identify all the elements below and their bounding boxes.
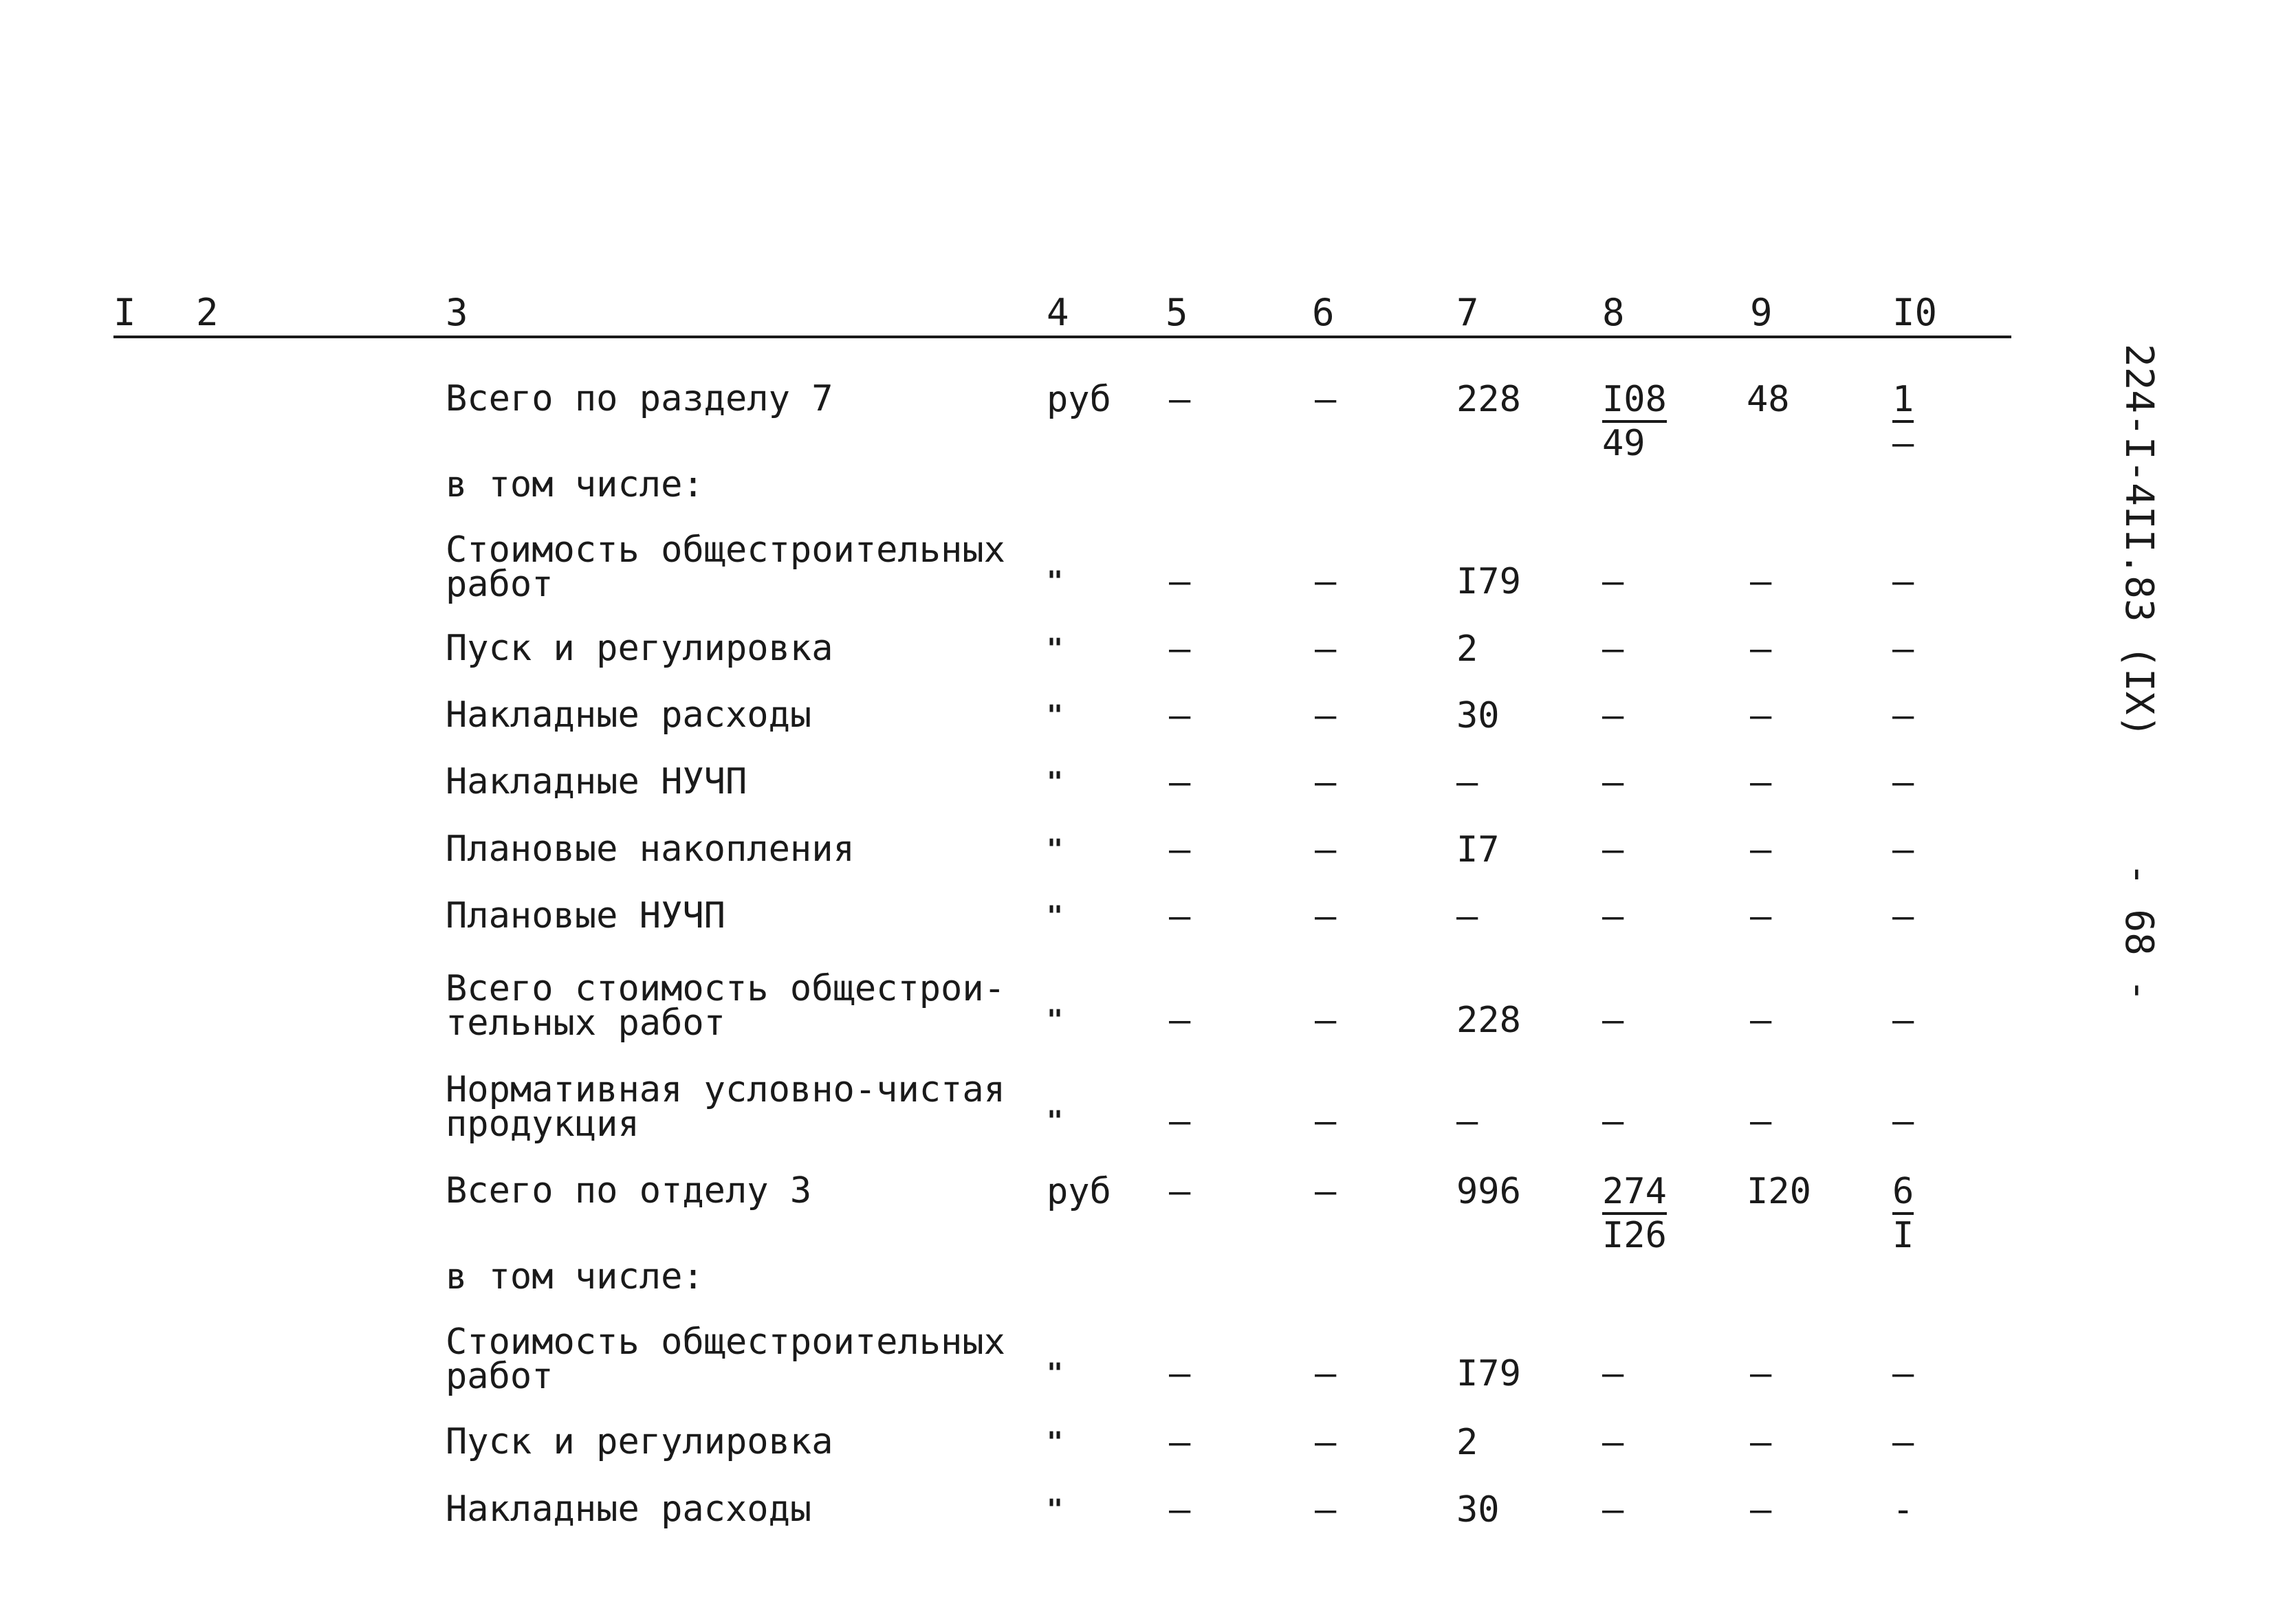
row-col8-denominator: 49 [1602,423,1646,464]
row-description: Всего по отделу 3 [446,1170,812,1211]
row-col10: – [1892,1000,1914,1041]
row-unit: " [1047,901,1064,932]
row-col5: – [1169,379,1191,420]
row-description: Нормативная условно-чистая продукция [446,1069,1005,1145]
row-description: Накладные расходы [446,1489,812,1530]
row-description: в том числе: [446,1256,704,1297]
row-col9: – [1750,695,1772,736]
row-description: Накладные НУЧП [446,761,747,802]
row-col5: – [1169,1422,1191,1463]
row-col6: – [1315,1000,1337,1041]
row-col8: – [1602,1000,1624,1041]
column-header-1: I [113,291,136,334]
row-col6: – [1315,379,1337,420]
row-col10: – [1892,896,1914,937]
row-col6: – [1315,1353,1337,1394]
row-col6: – [1315,695,1337,736]
row-col9: – [1750,762,1772,803]
row-col8: – [1602,829,1624,870]
row-col9: 48 [1747,379,1790,420]
row-col5: – [1169,1171,1191,1212]
row-col8-numerator: I08 [1602,382,1667,423]
column-header-7: 7 [1456,291,1479,334]
row-col7: 996 [1456,1171,1521,1212]
row-col9: – [1750,1422,1772,1463]
row-col8: – [1602,1422,1624,1463]
row-description: Накладные расходы [446,694,812,736]
row-col8: – [1602,896,1624,937]
row-col7: I7 [1456,829,1500,870]
row-description: Всего по разделу 7 [446,378,833,419]
row-unit: " [1047,1106,1064,1137]
page-number: - 68 - [2117,863,2161,1002]
row-col5: – [1169,1489,1191,1530]
column-header-8: 8 [1602,291,1625,334]
row-col9: – [1750,1489,1772,1530]
row-unit: " [1047,1427,1064,1458]
row-col7: 30 [1456,1489,1500,1530]
row-col9: – [1750,1101,1772,1142]
row-col6: – [1315,1422,1337,1463]
row-col6: – [1315,762,1337,803]
row-unit: " [1047,834,1064,866]
row-unit: руб [1047,379,1111,420]
row-unit: " [1047,1358,1064,1390]
row-col5: – [1169,762,1191,803]
row-description: Пуск и регулировка [446,1421,833,1462]
row-unit: " [1047,767,1064,798]
row-col5: – [1169,1000,1191,1041]
row-col8: – [1602,1101,1624,1142]
row-description: Стоимость общестроительных работ [446,529,1005,605]
row-col10-denominator: – [1892,423,1914,464]
row-col6: – [1315,1489,1337,1530]
row-col5: – [1169,695,1191,736]
document-code: 224-I-4II.83 (IX) [2117,344,2161,738]
row-col10: – [1892,1101,1914,1142]
row-col9: I20 [1747,1171,1811,1212]
row-col8: – [1602,695,1624,736]
row-col7: 228 [1456,379,1521,420]
column-header-4: 4 [1047,291,1069,334]
row-col8: – [1602,1353,1624,1394]
column-header-5: 5 [1166,291,1188,334]
row-col5: – [1169,1353,1191,1394]
row-col7: I79 [1456,1353,1521,1394]
row-col6: – [1315,829,1337,870]
row-col7: 30 [1456,695,1500,736]
row-description: Всего стоимость общестрои-тельных работ [446,968,1005,1044]
row-col9: – [1750,561,1772,602]
row-unit: руб [1047,1171,1111,1212]
row-col10: – [1892,1422,1914,1463]
row-col8: – [1602,628,1624,670]
row-col7: – [1456,1101,1478,1142]
row-col8: – [1602,762,1624,803]
row-col7: – [1456,896,1478,937]
row-col7: 228 [1456,1000,1521,1041]
row-col10-fraction [1892,379,1914,464]
column-header-6: 6 [1312,291,1335,334]
row-col10: – [1892,762,1914,803]
row-col7: – [1456,762,1478,803]
row-unit: " [1047,1005,1064,1036]
row-col5: – [1169,829,1191,870]
row-col9: – [1750,628,1772,670]
row-col6: – [1315,561,1337,602]
row-col10-fraction [1892,1171,1914,1256]
row-col10-numerator: 6 [1892,1174,1914,1215]
row-col8-denominator: I26 [1602,1215,1667,1256]
row-col10: – [1892,561,1914,602]
row-col10: – [1892,829,1914,870]
row-unit: " [1047,566,1064,597]
column-header-10: I0 [1892,291,1938,334]
row-col9: – [1750,1353,1772,1394]
row-col8: – [1602,561,1624,602]
row-col10: – [1892,1353,1914,1394]
row-col9: – [1750,896,1772,937]
row-col9: – [1750,1000,1772,1041]
row-unit: " [1047,700,1064,732]
row-col10: – [1892,695,1914,736]
row-description: Плановые накопления [446,829,855,870]
row-col10: – [1892,628,1914,670]
row-unit: " [1047,1494,1064,1526]
row-unit: " [1047,633,1064,665]
row-col8: – [1602,1489,1624,1530]
row-col5: – [1169,1101,1191,1142]
column-header-2: 2 [196,291,219,334]
column-header-3: 3 [446,291,468,334]
row-col10: - [1892,1489,1914,1530]
row-col6: – [1315,896,1337,937]
row-col6: – [1315,628,1337,670]
row-description: в том числе: [446,464,704,505]
row-col10-numerator: 1 [1892,382,1914,423]
row-col5: – [1169,896,1191,937]
row-col5: – [1169,628,1191,670]
row-description: Плановые НУЧП [446,895,725,936]
row-col10-denominator: I [1892,1215,1914,1256]
row-description: Стоимость общестроительных работ [446,1321,1005,1397]
row-col6: – [1315,1171,1337,1212]
header-rule [113,336,2011,338]
row-col5: – [1169,561,1191,602]
row-description: Пуск и регулировка [446,628,833,669]
row-col8-numerator: 274 [1602,1174,1667,1215]
row-col9: – [1750,829,1772,870]
column-header-9: 9 [1750,291,1773,334]
row-col7: 2 [1456,628,1478,670]
row-col8-fraction [1602,1171,1667,1256]
row-col6: – [1315,1101,1337,1142]
row-col7: I79 [1456,561,1521,602]
row-col8-fraction [1602,379,1667,464]
row-col7: 2 [1456,1422,1478,1463]
